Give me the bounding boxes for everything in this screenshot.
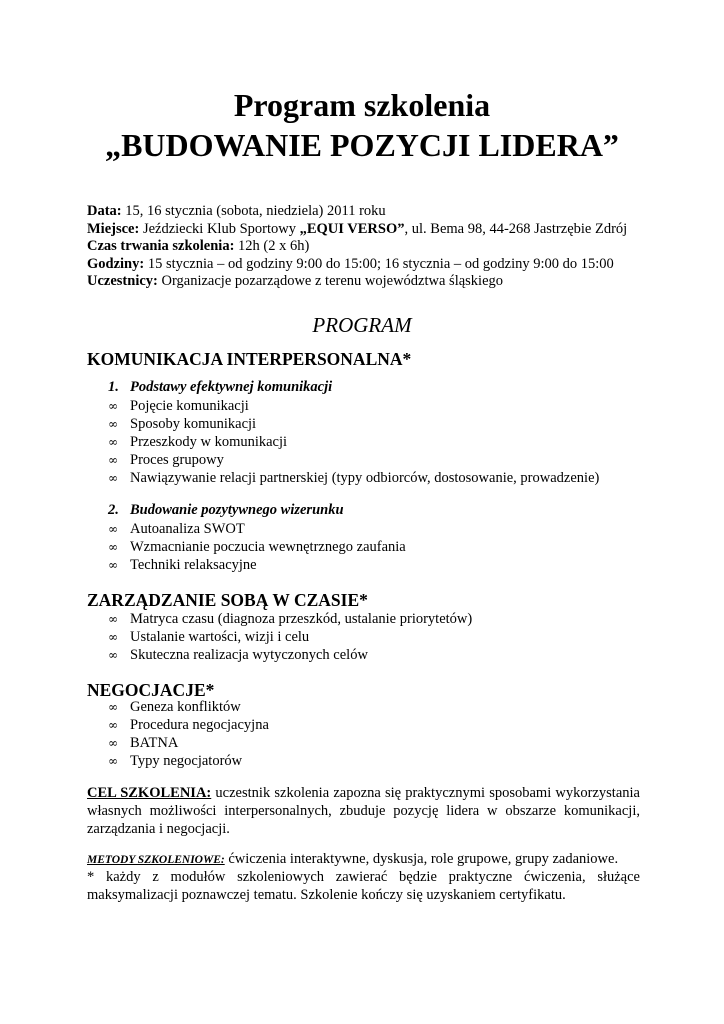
infinity-bullet-icon: ∞ — [108, 736, 118, 750]
list-item: ∞ Proces grupowy — [108, 452, 224, 468]
infinity-bullet-icon: ∞ — [108, 612, 118, 626]
list-item: ∞ Wzmacnianie poczucia wewnętrznego zaufania — [108, 539, 406, 555]
info-place: Miejsce: Jeździecki Klub Sportowy „EQUI VERSO”, ul. Bema 98, 44-268 Jastrzębie Zdrój — [87, 220, 628, 237]
note-paragraph: * każdy z modułów szkoleniowych zawierać będzie praktyczne ćwiczenia, służące maksymalizacji poznawczej tematu. Szkolenie kończy się uzyskaniem certyfikatu. — [87, 869, 640, 903]
info-duration: Czas trwania szkolenia: 12h (2 x 6h) — [87, 238, 310, 254]
infinity-bullet-icon: ∞ — [108, 399, 118, 413]
list-item: ∞ Skuteczna realizacja wytyczonych celów — [108, 647, 368, 663]
subsection-title: 2. Budowanie pozytywnego wizerunku — [108, 502, 344, 518]
infinity-bullet-icon: ∞ — [108, 435, 118, 449]
infinity-bullet-icon: ∞ — [108, 558, 118, 572]
info-date: Data: 15, 16 stycznia (sobota, niedziela) 2011 roku — [87, 203, 386, 219]
list-item: ∞ Przeszkody w komunikacji — [108, 434, 288, 450]
list-item: ∞ Procedura negocjacyjna — [108, 717, 269, 733]
infinity-bullet-icon: ∞ — [108, 540, 118, 554]
list-item: ∞ Autoanaliza SWOT — [108, 521, 245, 537]
methods-paragraph: METODY SZKOLENIOWE: ćwiczenia interaktywne, dyskusja, role grupowe, grupy zadaniowe. — [87, 851, 619, 867]
list — [108, 610, 472, 664]
infinity-bullet-icon: ∞ — [108, 648, 118, 662]
list-item: ∞ Typy negocjatorów — [108, 753, 243, 769]
list-item: ∞ BATNA — [108, 735, 179, 751]
infinity-bullet-icon: ∞ — [108, 471, 118, 485]
infinity-bullet-icon: ∞ — [108, 630, 118, 644]
infinity-bullet-icon: ∞ — [108, 522, 118, 536]
section-title: KOMUNIKACJA INTERPERSONALNA* — [87, 349, 412, 369]
list-item: ∞ Geneza konfliktów — [108, 699, 241, 715]
infinity-bullet-icon: ∞ — [108, 718, 118, 732]
list-item: ∞ Nawiązywanie relacji partnerskiej (typy odbiorców, dostosowanie, prowadzenie) — [108, 470, 600, 486]
list-item: ∞ Techniki relaksacyjne — [108, 557, 257, 573]
infinity-bullet-icon: ∞ — [108, 453, 118, 467]
list — [108, 397, 599, 487]
title-line-2: „BUDOWANIE POZYCJI LIDERA” — [105, 127, 619, 163]
list-item: ∞ Pojęcie komunikacji — [108, 398, 249, 414]
section-title: ZARZĄDZANIE SOBĄ W CZASIE* — [87, 590, 368, 610]
list-item: ∞ Sposoby komunikacji — [108, 416, 257, 432]
goal-paragraph: CEL SZKOLENIA: uczestnik szkolenia zapozna się praktycznymi sposobami wykorzystania własnych możliwości interpersonalnych, zbuduje pozycję lidera w obszarze komunikacji, zarządzania i negocjacji. — [87, 785, 640, 837]
info-hours: Godziny: 15 stycznia – od godziny 9:00 do 15:00; 16 stycznia – od godziny 9:00 do 15:00 — [87, 255, 614, 272]
list-item: ∞ Ustalanie wartości, wizji i celu — [108, 629, 310, 645]
list-item: ∞ Matryca czasu (diagnoza przeszkód, ustalanie priorytetów) — [108, 611, 473, 627]
infinity-bullet-icon: ∞ — [108, 417, 118, 431]
infinity-bullet-icon: ∞ — [108, 754, 118, 768]
info-block — [87, 203, 647, 291]
section-title: NEGOCJACJE* — [87, 680, 215, 700]
info-participants: Uczestnicy: Organizacje pozarządowe z terenu województwa śląskiego — [87, 273, 504, 289]
title-line-1: Program szkolenia — [233, 87, 491, 123]
list — [108, 520, 406, 574]
subsection-title: 1. Podstawy efektywnej komunikacji — [108, 379, 333, 395]
list — [108, 698, 269, 770]
program-heading: PROGRAM — [312, 313, 412, 337]
infinity-bullet-icon: ∞ — [108, 700, 118, 714]
